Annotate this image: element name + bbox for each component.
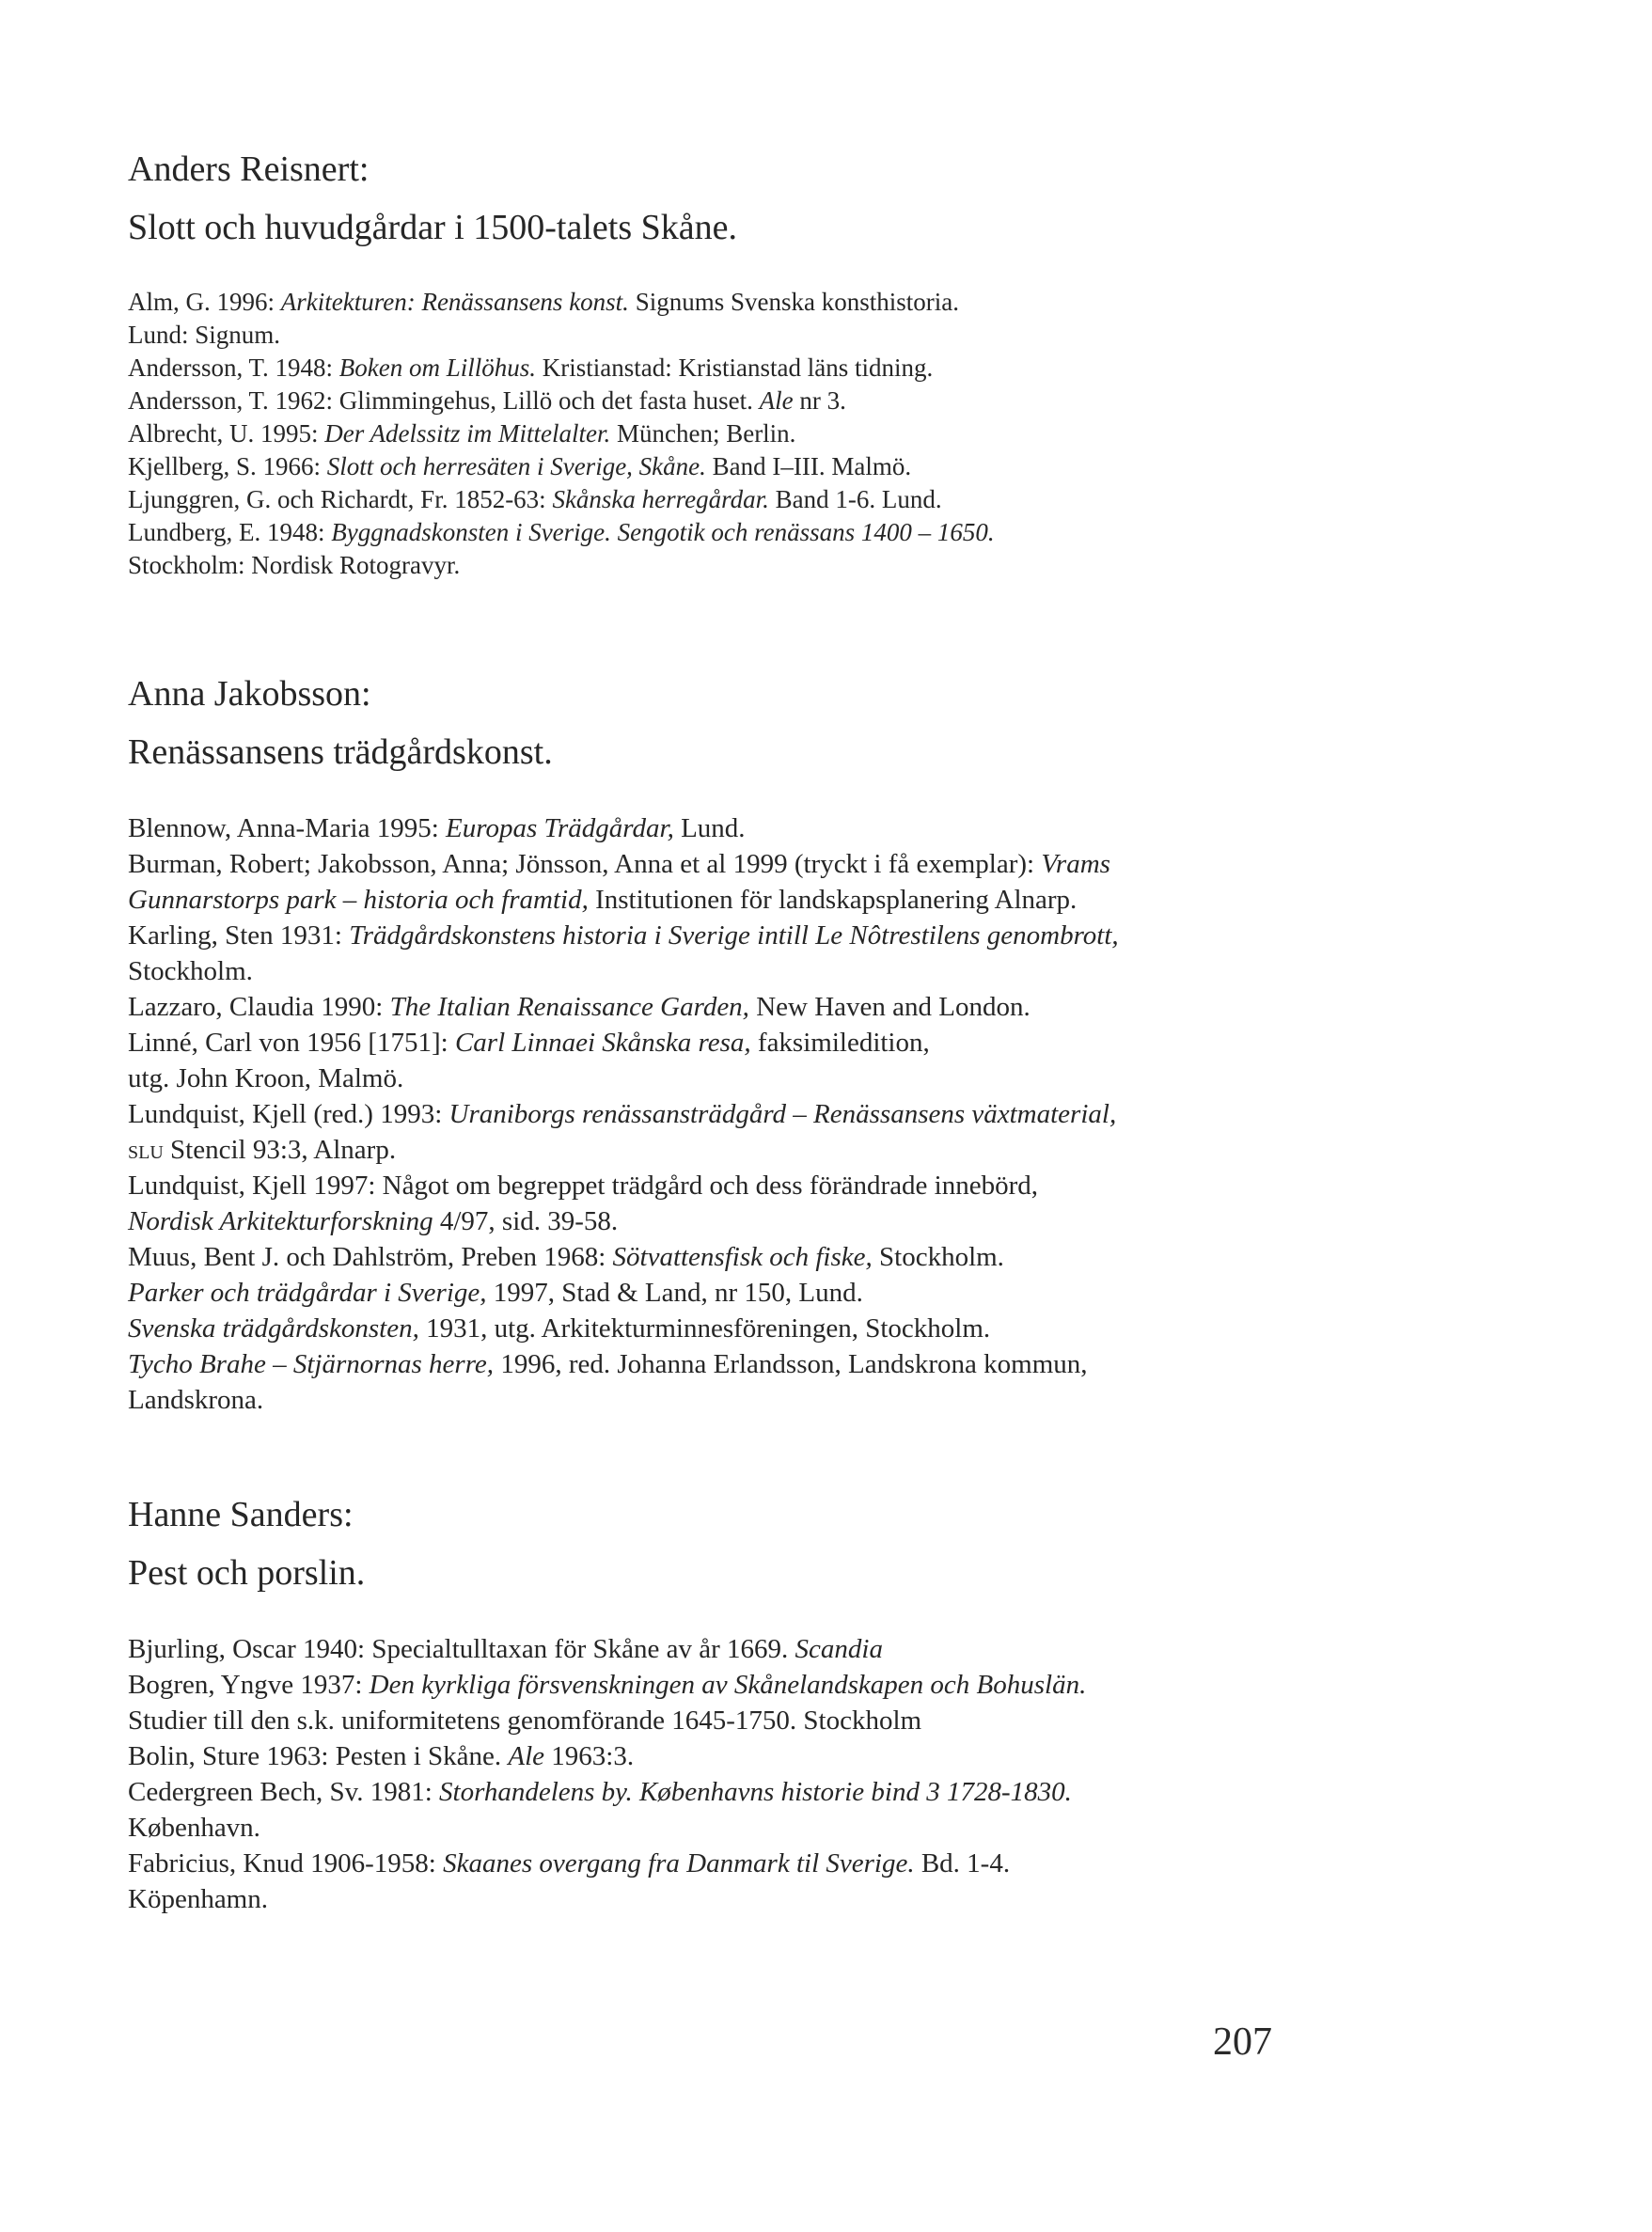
page-number: 207 [1213, 2020, 1272, 2064]
section-jakobsson [128, 673, 1284, 1418]
reference-entry: Andersson, T. 1962: Glimmingehus, Lillö och det fasta huset. Ale nr 3. [128, 386, 846, 415]
reference-entry: Fabricius, Knud 1906-1958: Skaanes overgang fra Danmark til Sverige. Bd. 1-4. Köpenhamn. [128, 1848, 1011, 1914]
reference-entry: Bjurling, Oscar 1940: Specialtulltaxan för Skåne av år 1669. Scandia [128, 1634, 883, 1664]
reference-entry: Parker och trädgårdar i Sverige, 1997, Stad & Land, nr 150, Lund. [128, 1278, 863, 1308]
reference-list [128, 286, 1284, 582]
reference-entry: Cedergreen Bech, Sv. 1981: Storhandelens by. Københavns historie bind 3 1728-1830. København. [128, 1777, 1072, 1843]
reference-entry: Karling, Sten 1931: Trädgårdskonstens historia i Sverige intill Le Nôtrestilens genombrott, Stockholm. [128, 920, 1119, 986]
reference-entry: Bolin, Sture 1963: Pesten i Skåne. Ale 1963:3. [128, 1741, 635, 1771]
section-title: Slott och huvudgårdar i 1500-talets Skåne. [128, 208, 737, 247]
section-reisnert [128, 149, 1284, 582]
section-author: Hanne Sanders: [128, 1495, 354, 1534]
section-author: Anders Reisnert: [128, 149, 370, 189]
reference-entry: Albrecht, U. 1995: Der Adelssitz im Mittelalter. München; Berlin. [128, 419, 796, 448]
reference-entry: Tycho Brahe – Stjärnornas herre, 1996, red. Johanna Erlandsson, Landskrona kommun, Landskrona. [128, 1349, 1088, 1415]
reference-entry: Burman, Robert; Jakobsson, Anna; Jönsson, Anna et al 1999 (tryckt i få exemplar): Vrams Gunnarstorps park – historia och framtid, Institutionen för landskapsplanering Alnarp. [128, 849, 1110, 915]
reference-entry: Andersson, T. 1948: Boken om Lillöhus. Kristianstad: Kristianstad läns tidning. [128, 354, 934, 382]
section-title: Pest och porslin. [128, 1553, 366, 1593]
reference-entry: Linné, Carl von 1956 [1751]: Carl Linnaei Skånska resa, faksimiledition, utg. John Kroon, Malmö. [128, 1028, 930, 1093]
reference-entry: Ljunggren, G. och Richardt, Fr. 1852-63: Skånska herregårdar. Band 1-6. Lund. [128, 485, 942, 513]
reference-entry: Lundquist, Kjell (red.) 1993: Uraniborgs renässansträdgård – Renässansens växtmaterial, slu Stencil 93:3, Alnarp. [128, 1099, 1117, 1165]
reference-entry: Lundquist, Kjell 1997: Något om begreppet trädgård och dess förändrade innebörd, Nordisk Arkitekturforskning 4/97, sid. 39-58. [128, 1171, 1039, 1236]
reference-entry: Svenska trädgårdskonsten, 1931, utg. Arkitekturminnesföreningen, Stockholm. [128, 1313, 991, 1344]
reference-entry: Lazzaro, Claudia 1990: The Italian Renaissance Garden, New Haven and London. [128, 992, 1031, 1022]
reference-entry: Kjellberg, S. 1966: Slott och herresäten i Sverige, Skåne. Band I–III. Malmö. [128, 452, 912, 480]
section-sanders [128, 1494, 1284, 1917]
reference-entry: Muus, Bent J. och Dahlström, Preben 1968: Sötvattensfisk och fiske, Stockholm. [128, 1242, 1004, 1272]
reference-entry: Lundberg, E. 1948: Byggnadskonsten i Sverige. Sengotik och renässans 1400 – 1650. Stockholm: Nordisk Rotogravyr. [128, 518, 995, 579]
reference-entry: Alm, G. 1996: Arkitekturen: Renässansens konst. Signums Svenska konsthistoria. Lund: Signum. [128, 288, 959, 349]
reference-entry: Blennow, Anna-Maria 1995: Europas Trädgårdar, Lund. [128, 813, 746, 843]
section-title: Renässansens trädgårdskonst. [128, 732, 553, 772]
section-author: Anna Jakobsson: [128, 674, 371, 714]
reference-list [128, 810, 1284, 1418]
reference-entry: Bogren, Yngve 1937: Den kyrkliga försvenskningen av Skånelandskapen och Bohuslän. Studier till den s.k. uniformitetens genomförande 1645-1750. Stockholm [128, 1670, 1087, 1736]
reference-list [128, 1631, 1284, 1917]
